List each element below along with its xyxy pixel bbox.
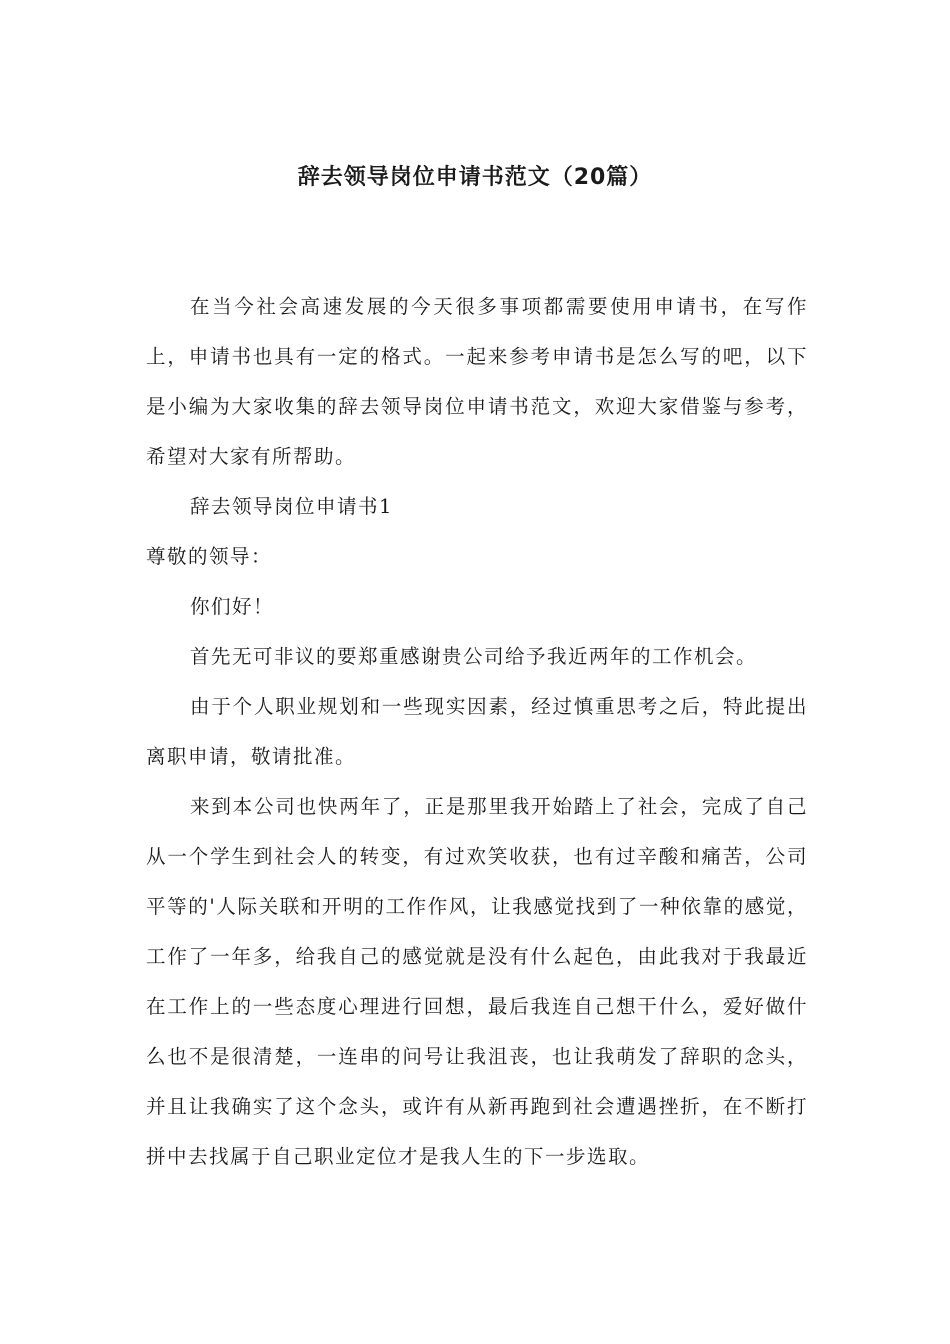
document-title: 辞去领导岗位申请书范文（20篇）	[297, 165, 653, 190]
intro-paragraph: 在当今社会高速发展的今天很多事项都需要使用申请书，在写作上，申请书也具有一定的格式。一起来参考申请书是怎么写的吧，以下是小编为大家收集的辞去领导岗位申请书范文，欢迎大家借鉴与参考，希望对大家有所帮助。	[146, 295, 808, 468]
body-paragraph: 首先无可非议的要郑重感谢贵公司给予我近两年的工作机会。	[190, 645, 758, 668]
section-heading: 辞去领导岗位申请书1	[190, 495, 393, 518]
salutation: 尊敬的领导：	[146, 545, 273, 568]
body-paragraph: 来到本公司也快两年了，正是那里我开始踏上了社会，完成了自己从一个学生到社会人的转变，有过欢笑收获，也有过辛酸和痛苦，公司平等的'人际关联和开明的工作作风，让我感觉找到了一种依靠的感觉，工作了一年多，给我自己的感觉就是没有什么起色，由此我对于我最近在工作上的一些态度心理进行回想，最后我连自己想干什么，爱好做什么也不是很清楚，一连串的问号让我沮丧，也让我萌发了辞职的念头，并且让我确实了这个念头，或许有从新再跑到社会遭遇挫折，在不断打拼中去找属于自己职业定位才是我人生的下一步选取。	[146, 795, 808, 1168]
greeting: 你们好！	[190, 595, 275, 618]
document-body	[146, 282, 808, 1182]
body-paragraph: 由于个人职业规划和一些现实因素，经过慎重思考之后，特此提出离职申请，敬请批准。	[146, 695, 808, 768]
